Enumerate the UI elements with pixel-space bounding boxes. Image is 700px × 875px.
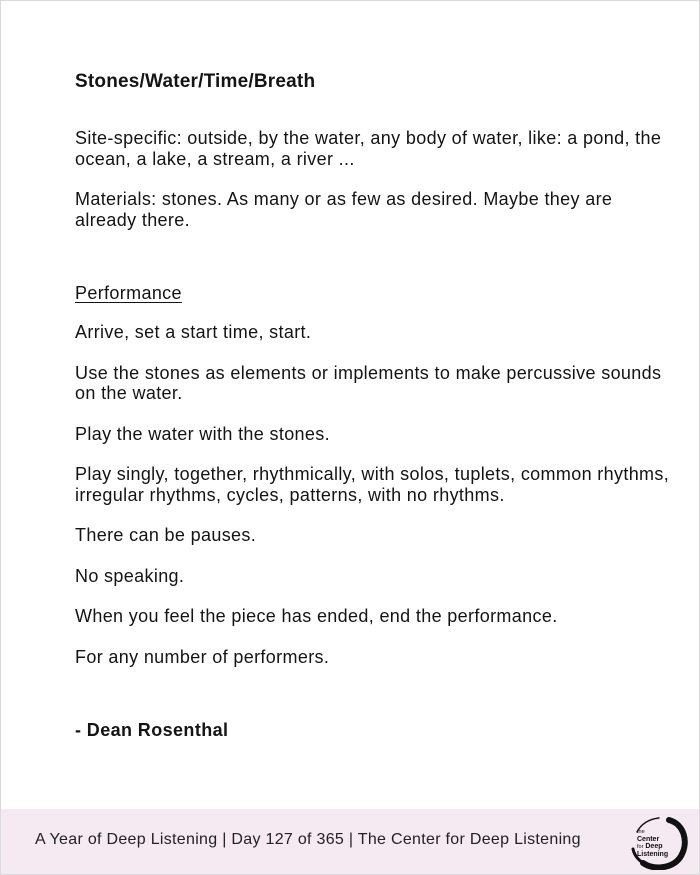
footer-text: A Year of Deep Listening | Day 127 of 365 | The Center for Deep Listening (35, 831, 581, 848)
intro-paragraph: Materials: stones. As many or as few as desired. Maybe they are already there. (75, 189, 613, 230)
logo-wordmark: the Center for Deep Listening (637, 829, 669, 858)
author-signature: - Dean Rosenthal (75, 720, 229, 740)
instruction-paragraph: When you feel the piece has ended, end the performance. (75, 606, 558, 626)
instruction-paragraph: Arrive, set a start time, start. (75, 322, 312, 342)
instruction-paragraph: No speaking. (75, 565, 185, 586)
intro-paragraph: Site-specific: outside, by the water, any body of water, like: a pond, the ocean, a lake, a stream, a river ... (75, 128, 662, 169)
document-title: Stones/Water/Time/Breath (75, 71, 316, 92)
instruction-paragraph: There can be pauses. (75, 525, 257, 545)
instruction-paragraph: Play the water with the stones. (75, 423, 330, 444)
section-heading: Performance (75, 283, 182, 303)
instruction-paragraph: Play singly, together, rhythmically, with solos, tuplets, common rhythms, irregular rhythms, cycles, patterns, with no rhythms. (75, 464, 670, 505)
document-body (75, 70, 675, 741)
footer-bar (1, 809, 699, 874)
center-for-deep-listening-logo (629, 814, 689, 870)
instruction-paragraph: For any number of performers. (75, 646, 330, 667)
instruction-paragraph: Use the stones as elements or implements to make percussive sounds on the water. (75, 362, 662, 403)
